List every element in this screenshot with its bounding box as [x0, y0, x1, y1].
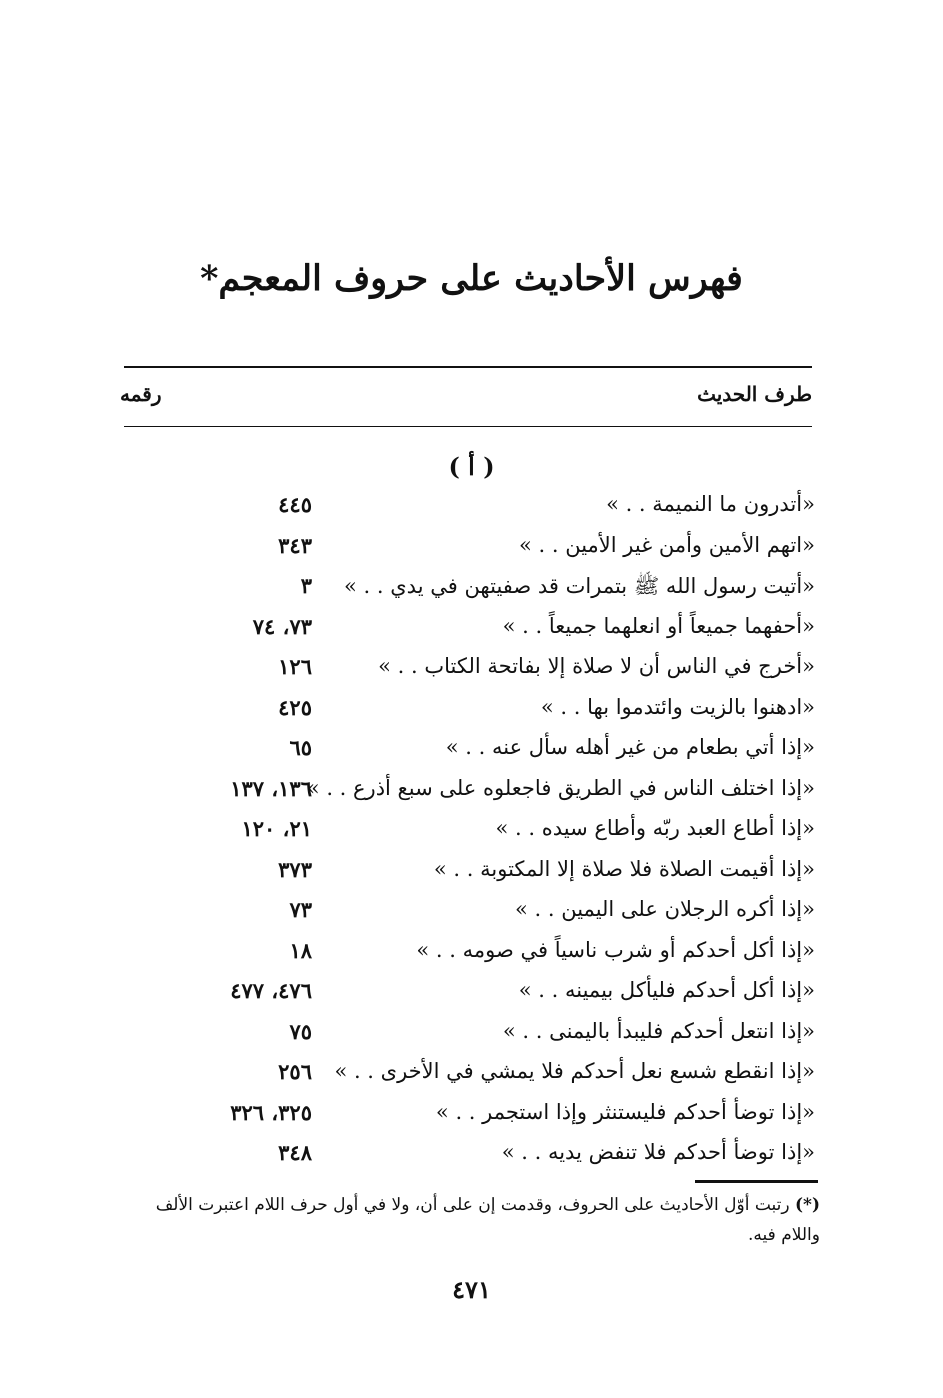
hadith-number: ٤٢٥	[278, 694, 312, 720]
index-row	[120, 895, 815, 936]
index-row	[120, 652, 815, 693]
hadith-number: ١٣٦، ١٣٧	[230, 775, 312, 801]
index-row	[120, 814, 815, 855]
index-row	[120, 571, 815, 612]
hadith-number: ٣٢٥، ٣٢٦	[230, 1099, 312, 1125]
index-row	[120, 936, 815, 977]
hadith-text: «اتهم الأمين وأمن غير الأمين . . »	[519, 532, 815, 557]
page-number: ٤٧١	[452, 1275, 491, 1304]
hadith-text: «إذا انقطع شسع نعل أحدكم فلا يمشي في الأخرى . . »	[334, 1059, 815, 1083]
index-row	[120, 1098, 815, 1139]
index-row	[120, 1057, 815, 1098]
hadith-text: «إذا أكل أحدكم أو شرب ناسياً في صومه . . »	[416, 937, 815, 962]
hadith-number: ٣٧٣	[278, 856, 312, 882]
hadith-index-list	[120, 490, 815, 1179]
hadith-number: ٣٤٣	[278, 532, 312, 558]
hadith-text: «إذا أتي بطعام من غير أهله سأل عنه . . »	[445, 735, 815, 759]
hadith-number: ٧٣	[289, 897, 312, 922]
hadith-number: ٤٧٦، ٤٧٧	[230, 978, 312, 1003]
hadith-text: «إذا توضأ أحدكم فلا تنفض يديه . . »	[501, 1140, 815, 1164]
footnote-mark: (*)	[795, 1195, 820, 1215]
hadith-text: «إذا أكل أحدكم فليأكل بيمينه . . »	[518, 978, 815, 1002]
header-bottom-rule	[124, 426, 812, 427]
hadith-text: «أخرج في الناس أن لا صلاة إلا بفاتحة الكتاب . . »	[378, 654, 815, 678]
hadith-number: ١٨	[289, 937, 312, 963]
section-letter-heading: ( أ )	[448, 452, 495, 481]
hadith-text: «إذا انتعل أحدكم فليبدأ باليمنى . . »	[502, 1018, 815, 1043]
footnote-rule	[695, 1180, 818, 1183]
hadith-number: ٧٥	[289, 1018, 312, 1044]
header-top-rule	[124, 366, 812, 368]
hadith-text: «إذا أطاع العبد ربّه وأطاع سيده . . »	[495, 816, 815, 840]
index-row	[120, 855, 815, 896]
footnote-text: رتبت أوّل الأحاديث على الحروف، وقدمت إن على أن، ولا في أول حرف اللام اعتبرت الألف واللام فيه.	[155, 1195, 820, 1245]
hadith-number: ٧٣، ٧٤	[252, 613, 312, 639]
hadith-number: ٢١، ١٢٠	[241, 816, 312, 841]
index-row	[120, 1017, 815, 1058]
index-row	[120, 490, 815, 531]
index-row	[120, 693, 815, 734]
hadith-number: ٤٤٥	[278, 492, 312, 517]
index-row	[120, 733, 815, 774]
index-row	[120, 1138, 815, 1179]
hadith-text: «إذا أكره الرجلان على اليمين . . »	[515, 897, 815, 921]
page-title: فهرس الأحاديث على حروف المعجم*	[200, 258, 743, 299]
hadith-text: «إذا اختلف الناس في الطريق فاجعلوه على سبع أذرع . . »	[306, 775, 815, 800]
index-row	[120, 774, 815, 815]
hadith-text: «أحفهما جميعاً أو انعلهما جميعاً . . »	[502, 613, 815, 638]
hadith-number: ٢٥٦	[278, 1059, 312, 1084]
hadith-text: «إذا أقيمت الصلاة فلا صلاة إلا المكتوبة . . »	[433, 856, 815, 881]
column-header-hadith: طرف الحديث	[697, 382, 812, 406]
hadith-text: «أتيت رسول الله ﷺ بتمرات قد صفيتهن في يدي . . »	[344, 574, 815, 598]
index-row	[120, 531, 815, 572]
hadith-text: «ادهنوا بالزيت وائتدموا بها . . »	[540, 694, 815, 719]
hadith-number: ٣	[300, 573, 312, 598]
index-row	[120, 976, 815, 1017]
footnote	[124, 1190, 820, 1250]
hadith-text: «أتدرون ما النميمة . . »	[606, 492, 815, 516]
hadith-number: ١٢٦	[278, 654, 312, 679]
hadith-number: ٣٤٨	[278, 1140, 312, 1165]
hadith-text: «إذا توضأ أحدكم فليستنثر وإذا استجمر . . »	[435, 1099, 815, 1124]
column-header-number: رقمه	[120, 382, 162, 406]
index-row	[120, 612, 815, 653]
hadith-number: ٦٥	[289, 735, 312, 760]
